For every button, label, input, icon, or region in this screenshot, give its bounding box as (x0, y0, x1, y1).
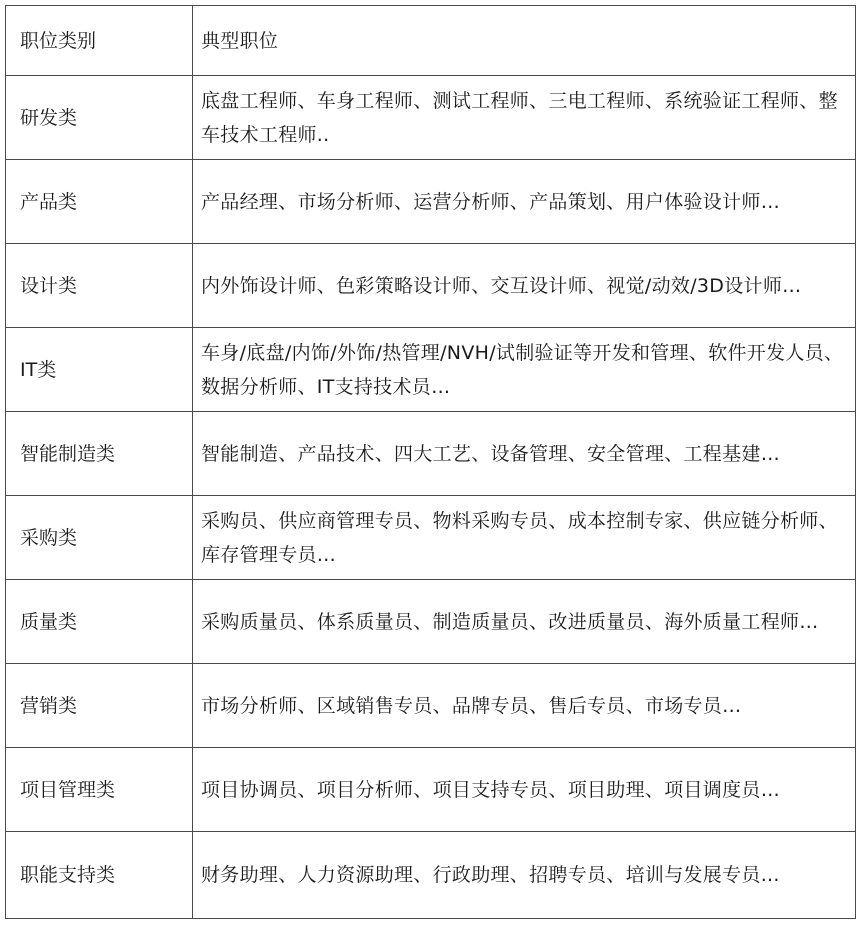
category-cell: 采购类 (6, 496, 193, 580)
positions-cell: 采购员、供应商管理专员、物料采购专员、成本控制专家、供应链分析师、库存管理专员… (193, 496, 856, 580)
table-row (6, 160, 856, 244)
positions-cell: 内外饰设计师、色彩策略设计师、交互设计师、视觉/动效/3D设计师… (193, 244, 856, 328)
category-cell: 产品类 (6, 160, 193, 244)
category-cell: 项目管理类 (6, 748, 193, 832)
category-cell: 智能制造类 (6, 412, 193, 496)
positions-cell: 采购质量员、体系质量员、制造质量员、改进质量员、海外质量工程师… (193, 580, 856, 664)
header-positions-cell: 典型职位 (193, 6, 856, 76)
positions-cell: 车身/底盘/内饰/外饰/热管理/NVH/试制验证等开发和管理、软件开发人员、数据分析师、IT支持技术员… (193, 328, 856, 412)
header-category-cell: 职位类别 (6, 6, 193, 76)
positions-cell: 产品经理、市场分析师、运营分析师、产品策划、用户体验设计师… (193, 160, 856, 244)
category-cell: 职能支持类 (6, 832, 193, 919)
table-row (6, 748, 856, 832)
positions-cell: 市场分析师、区域销售专员、品牌专员、售后专员、市场专员… (193, 664, 856, 748)
positions-cell: 底盘工程师、车身工程师、测试工程师、三电工程师、系统验证工程师、整车技术工程师.. (193, 76, 856, 160)
positions-cell: 财务助理、人力资源助理、行政助理、招聘专员、培训与发展专员... (193, 832, 856, 919)
table-header-row (6, 6, 856, 76)
category-cell: IT类 (6, 328, 193, 412)
positions-cell: 智能制造、产品技术、四大工艺、设备管理、安全管理、工程基建… (193, 412, 856, 496)
job-category-table (5, 5, 856, 919)
table-row (6, 580, 856, 664)
table-row (6, 832, 856, 919)
category-cell: 研发类 (6, 76, 193, 160)
category-cell: 质量类 (6, 580, 193, 664)
table-row (6, 496, 856, 580)
table-row (6, 76, 856, 160)
table-row (6, 244, 856, 328)
positions-cell: 项目协调员、项目分析师、项目支持专员、项目助理、项目调度员… (193, 748, 856, 832)
table-row (6, 328, 856, 412)
table-row (6, 412, 856, 496)
category-cell: 设计类 (6, 244, 193, 328)
category-cell: 营销类 (6, 664, 193, 748)
table-row (6, 664, 856, 748)
